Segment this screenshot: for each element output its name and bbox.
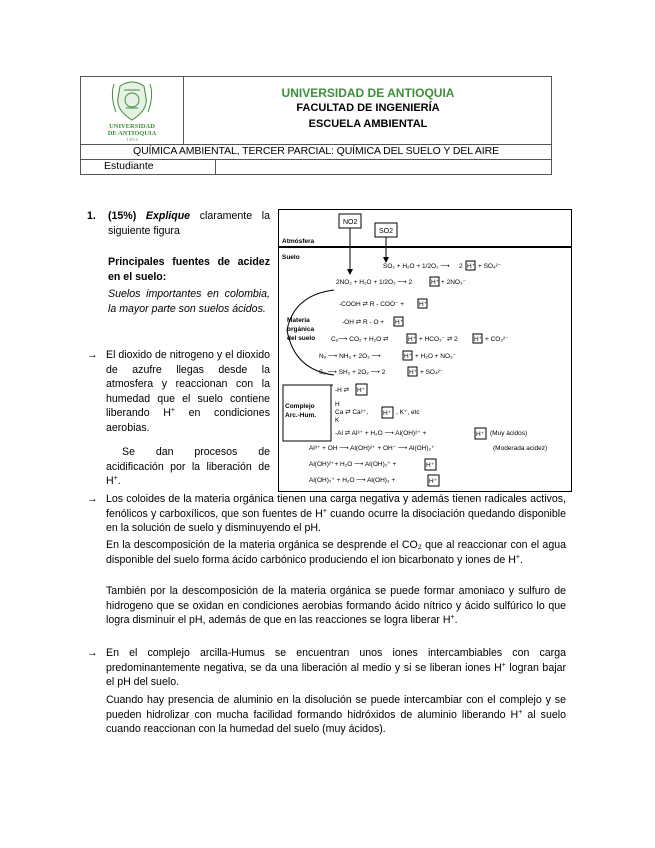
svg-text:H⁺: H⁺ xyxy=(404,353,413,360)
b2-p3-text-a: También por la descomposición de la materia orgánica se puede formar amoniaco y sulfuro de hidrogeno que se oxidan en condiciones aerobias formando ácido nítrico y ácido sulfúrico lo que logra disminuir el pH, además de que en las reacciones se logra liberar H xyxy=(106,585,566,626)
svg-text:UNIVERSIDAD: UNIVERSIDAD xyxy=(109,123,155,130)
b2-text-b: cuando ocurre la disociación quedando disponible en la solución de suelo y disminuyendo el pH. xyxy=(106,507,566,534)
section-heading: Principales fuentes de acidez en el suelo: xyxy=(108,256,270,283)
bullet-2-para-3 xyxy=(106,584,566,628)
svg-text:Al(OH)²⁺+ H₂O ⟶ Al(OH)₂⁺ +: Al(OH)²⁺+ H₂O ⟶ Al(OH)₂⁺ + xyxy=(309,461,397,468)
svg-text:2: 2 xyxy=(459,263,463,270)
moderada-label: (Moderada acidez) xyxy=(493,445,548,452)
b1-text-d: . xyxy=(117,475,121,487)
bullet-3-para-2 xyxy=(106,693,566,737)
bullet-3-text xyxy=(106,646,566,690)
svg-text:+ H₂O + NO₃⁻: + H₂O + NO₃⁻ xyxy=(415,353,457,360)
materia-label-1: Materia xyxy=(287,317,310,324)
question-number: 1. xyxy=(87,210,96,222)
svg-text:Nₒ ⟶ NH₃ + 2O₂ ⟶: Nₒ ⟶ NH₃ + 2O₂ ⟶ xyxy=(319,353,381,360)
bullet-2-text xyxy=(106,492,566,536)
logo-cell xyxy=(80,76,184,144)
svg-text:Al³⁺ + OH ⟶ Al(OH)²⁺ + OH⁻ ⟶ A: Al³⁺ + OH ⟶ Al(OH)²⁺ + OH⁻ ⟶ Al(OH)₂⁺ xyxy=(309,445,435,452)
b1-sup-a: + xyxy=(170,407,175,414)
svg-text:H⁺: H⁺ xyxy=(419,301,428,308)
b3-text-a: En el complejo arcilla-Humus se encuentran unos iones intercambiables con carga predominantemente negativa, se da una liberación al medio y si se liberan iones H xyxy=(106,647,566,674)
svg-text:-OH ⇄ R - O +: -OH ⇄ R - O + xyxy=(342,319,385,326)
svg-text:H⁺: H⁺ xyxy=(408,336,417,343)
svg-text:H⁺: H⁺ xyxy=(426,462,435,469)
b3-text-b: logran bajar el pH del suelo. xyxy=(106,661,566,688)
school-name: ESCUELA AMBIENTAL xyxy=(308,118,428,130)
question-prompt xyxy=(108,209,270,238)
svg-text:H⁺: H⁺ xyxy=(395,319,404,326)
student-label: Estudiante xyxy=(104,160,154,172)
b2-p3-text-b: . xyxy=(454,614,458,626)
bullet-1-text xyxy=(106,348,270,435)
svg-text:-H ⇄: -H ⇄ xyxy=(335,387,350,394)
svg-text:H: H xyxy=(335,401,340,408)
bullet-arrow: → xyxy=(87,647,98,659)
svg-text:H⁺: H⁺ xyxy=(357,387,366,394)
materia-label-2: orgánica xyxy=(287,326,315,333)
svg-text:H⁺: H⁺ xyxy=(429,478,438,485)
svg-text:H⁺: H⁺ xyxy=(383,410,392,417)
b2-p2-text-a: En la descomposición de la materia orgánica se desprende el CO₂ que al reaccionar con el agua disponible del suelo forma ácido carbónico produciendo el ion bicarbonato y iones de H xyxy=(106,539,566,566)
b3-sup-a: + xyxy=(501,661,506,669)
no2-label: NO2 xyxy=(343,219,358,226)
soil-acidity-figure xyxy=(278,209,572,492)
svg-text:DE ANTIOQUIA: DE ANTIOQUIA xyxy=(107,130,157,137)
svg-text:SO₂ + H₂O + 1/2O₂ ⟶: SO₂ + H₂O + 1/2O₂ ⟶ xyxy=(383,263,450,270)
soil-acidity-diagram xyxy=(279,210,571,491)
svg-text:H⁺: H⁺ xyxy=(476,431,485,438)
svg-text:+ CO₃²⁻: + CO₃²⁻ xyxy=(485,336,509,343)
svg-text:K: K xyxy=(335,417,340,424)
complejo-label-2: Arc.-Hum. xyxy=(285,412,317,419)
b2-p3-sup: + xyxy=(450,614,455,621)
b1-text-b: en condiciones aerobias. xyxy=(106,407,270,434)
svg-text:, K⁺, etc: , K⁺, etc xyxy=(396,409,420,416)
svg-text:+ SO₄²⁻: + SO₄²⁻ xyxy=(478,263,502,270)
svg-text:2NO₂ + H₂O + 1/2O₂ ⟶ 2: 2NO₂ + H₂O + 1/2O₂ ⟶ 2 xyxy=(336,279,413,286)
header-divider xyxy=(215,159,216,175)
bullet-1-text-2 xyxy=(106,445,270,489)
svg-text:Cₒ⟶ CO₂ + H₂O ⇄: Cₒ⟶ CO₂ + H₂O ⇄ xyxy=(331,336,389,343)
svg-text:Sₒ ⟶ SH₂ + 2O₂ ⟶ 2: Sₒ ⟶ SH₂ + 2O₂ ⟶ 2 xyxy=(319,369,386,376)
b2-sup-a: + xyxy=(322,507,327,515)
svg-text:1 8 0 3: 1 8 0 3 xyxy=(126,137,138,142)
bullet-arrow: → xyxy=(87,349,98,361)
b2-p2-sup: + xyxy=(515,553,520,561)
b1-text-c: Se dan procesos de acidificación por la liberación de H xyxy=(106,446,270,487)
bullet-arrow: → xyxy=(87,493,98,505)
b3-p2-text-a: Cuando hay presencia de aluminio en la disolución se puede intercambiar con el complejo y se pueden hidrolizar con mucha facilidad formando hidróxidos de aluminio liberando H xyxy=(106,694,566,721)
b3-p2-text-b: al suelo cuando reaccionan con la humedad del suelo (muy ácidos). xyxy=(106,708,566,735)
university-name: UNIVERSIDAD DE ANTIOQUIA xyxy=(281,86,455,100)
svg-text:-COOH ⇄ R - COO⁻ +: -COOH ⇄ R - COO⁻ + xyxy=(339,301,405,308)
question-rest: claramente la siguiente figura xyxy=(108,210,270,237)
svg-text:H⁺: H⁺ xyxy=(409,369,418,376)
svg-text:Al(OH)₂⁺ + H₂O ⟶ Al(OH)₃ +: Al(OH)₂⁺ + H₂O ⟶ Al(OH)₃ + xyxy=(309,477,396,484)
b2-p2-text-b: . xyxy=(519,553,523,566)
svg-text:H⁺: H⁺ xyxy=(431,279,440,286)
course-title: QUÍMICA AMBIENTAL, TERCER PARCIAL: QUÍMICA DEL SUELO Y DEL AIRE xyxy=(133,145,499,157)
svg-text:-Al ⇄ Al³⁺ + H₂O ⟶ Al(OH)²⁺ +: -Al ⇄ Al³⁺ + H₂O ⟶ Al(OH)²⁺ + xyxy=(335,430,427,437)
b1-text-a: El dioxido de nitrogeno y el dioxido de azufre llegas desde la atmosfera y reaccionan con la humedad que el suelo contiene liberando H xyxy=(106,349,270,419)
svg-text:H⁺: H⁺ xyxy=(474,336,483,343)
faculty-name: FACULTAD DE INGENIERÍA xyxy=(296,102,440,114)
b3-p2-sup: + xyxy=(518,708,523,716)
svg-text:Ca ⇄ Ca²⁺,: Ca ⇄ Ca²⁺, xyxy=(335,409,369,416)
svg-text:+ SO₄²⁻: + SO₄²⁻ xyxy=(420,369,444,376)
b1-sup-b: + xyxy=(113,475,118,482)
suelo-label: Suelo xyxy=(282,254,300,261)
bullet-2-para-2 xyxy=(106,538,566,567)
question-weight: (15%) xyxy=(108,210,137,222)
question-verb: Explique xyxy=(145,210,191,222)
section-note: Suelos importantes en colombia, la mayor parte son suelos ácidos. xyxy=(108,288,270,315)
so2-label: SO2 xyxy=(379,228,394,235)
svg-text:+ HCO₃⁻ ⇄ 2: + HCO₃⁻ ⇄ 2 xyxy=(419,336,458,343)
complejo-label-1: Complejo xyxy=(285,403,315,410)
atmosfera-label: Atmósfera xyxy=(282,238,315,245)
muy-acidos-label: (Muy ácidos) xyxy=(490,430,528,437)
svg-text:+ 2NO₃⁻: + 2NO₃⁻ xyxy=(441,279,467,286)
materia-label-3: del suelo xyxy=(287,335,316,342)
b2-text-a: Los coloides de la materia orgánica tienen una carga negativa y además tienen radicales activos, fenólicos y carboxílicos, que son fuentes de H xyxy=(106,493,566,520)
svg-text:H⁺: H⁺ xyxy=(467,263,476,270)
university-seal-logo xyxy=(80,76,184,144)
